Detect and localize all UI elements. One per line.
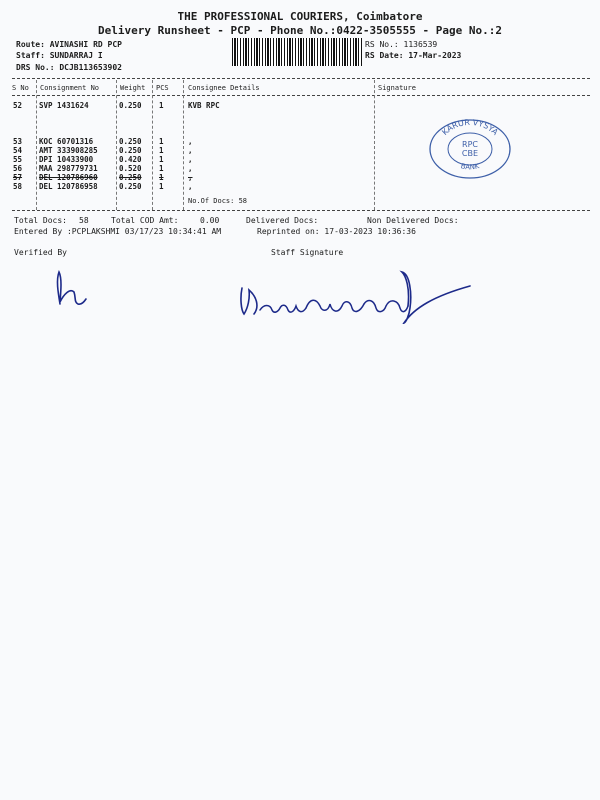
entered-by: Entered By :PCPLAKSHMI 03/17/23 10:34:41 AM (14, 227, 222, 236)
col-header-pcs: PCS (156, 84, 169, 92)
row-consignment-no: KOC 60701316 (39, 137, 94, 146)
col-header-sno: S No (12, 84, 29, 92)
row-consignee-details: KVB RPC (188, 101, 220, 110)
row-pcs: 1 (159, 137, 164, 146)
stamp-bank-label: BANK (459, 162, 481, 172)
route-label: Route: AVINASHI RD PCP (16, 40, 122, 49)
row-weight: 0.250 (119, 173, 142, 182)
verifier-signature (48, 268, 92, 308)
stamp-bank-name: KARUR VYSYA (440, 118, 500, 137)
staff-signature-label: Staff Signature (271, 248, 344, 257)
row-weight: 0.250 (119, 146, 142, 155)
row-consignment-no: SVP 1431624 (39, 101, 89, 110)
col-header-signature: Signature (378, 84, 416, 92)
header-bottom-rule (12, 95, 590, 96)
drs-number: DRS No.: DCJB113653902 (16, 63, 122, 72)
table-bottom-rule (12, 210, 590, 211)
staff-label: Staff: SUNDARRAJ I (16, 51, 103, 60)
row-pcs: 1 (159, 164, 164, 173)
stamp-line-rpc: RPC (462, 140, 478, 149)
company-name: THE PROFESSIONAL COURIERS, Coimbatore (177, 10, 423, 23)
row-sno: 58 (13, 182, 23, 191)
staff-signature (234, 268, 474, 324)
rs-number: RS No.: 1136539 (365, 40, 438, 49)
row-consignee-details: , (188, 155, 193, 164)
total-cod-label: Total COD Amt: (111, 216, 179, 225)
row-pcs: 1 (159, 182, 164, 191)
rs-date: RS Date: 17-Mar-2023 (365, 51, 462, 60)
total-docs-value: 58 (79, 216, 89, 225)
col-header-consignment: Consignment No (40, 84, 100, 92)
table-row (0, 101, 600, 110)
row-consignment-no: DEL 120786958 (39, 182, 98, 191)
row-consignee-details: , (188, 173, 193, 182)
table-top-rule (12, 78, 590, 79)
runsheet-title: Delivery Runsheet - PCP - Phone No.:0422-3505555 - Page No.:2 (98, 24, 502, 37)
row-consignee-details: , (188, 182, 193, 191)
row-consignee-details: , (188, 146, 193, 155)
bank-stamp (426, 118, 514, 180)
row-pcs: 1 (159, 173, 164, 182)
row-consignment-no: DEL 120786960 (39, 173, 98, 182)
row-pcs: 1 (159, 101, 164, 110)
row-sno: 57 (13, 173, 23, 182)
row-sno: 55 (13, 155, 23, 164)
row-sno: 52 (13, 101, 23, 110)
row-weight: 0.250 (119, 182, 142, 191)
total-docs-label: Total Docs: (14, 216, 67, 225)
row-sno: 54 (13, 146, 23, 155)
col-header-weight: Weight (120, 84, 146, 92)
row-sno: 53 (13, 137, 23, 146)
row-weight: 0.250 (119, 101, 142, 110)
col-header-consignee: Consignee Details (188, 84, 260, 92)
row-pcs: 1 (159, 155, 164, 164)
row-pcs: 1 (159, 146, 164, 155)
stamp-line-cbe: CBE (461, 149, 479, 158)
row-weight: 0.250 (119, 137, 142, 146)
row-consignment-no: DPI 10433900 (39, 155, 94, 164)
total-cod-value: 0.00 (200, 216, 220, 225)
non-delivered-docs-label: Non Delivered Docs: (367, 216, 459, 225)
reprinted-on: Reprinted on: 17-03-2023 10:36:36 (257, 227, 416, 236)
row-consignment-no: MAA 298779731 (39, 164, 98, 173)
no-of-docs: No.Of Docs: 58 (188, 197, 248, 205)
row-weight: 0.420 (119, 155, 142, 164)
barcode-image (232, 38, 362, 66)
row-consignee-details: , (188, 164, 193, 173)
row-sno: 56 (13, 164, 23, 173)
verified-by-label: Verified By (14, 248, 67, 257)
table-row (0, 182, 600, 191)
delivered-docs-label: Delivered Docs: (246, 216, 319, 225)
row-weight: 0.520 (119, 164, 142, 173)
row-consignee-details: , (188, 137, 193, 146)
row-consignment-no: AMT 333908285 (39, 146, 98, 155)
